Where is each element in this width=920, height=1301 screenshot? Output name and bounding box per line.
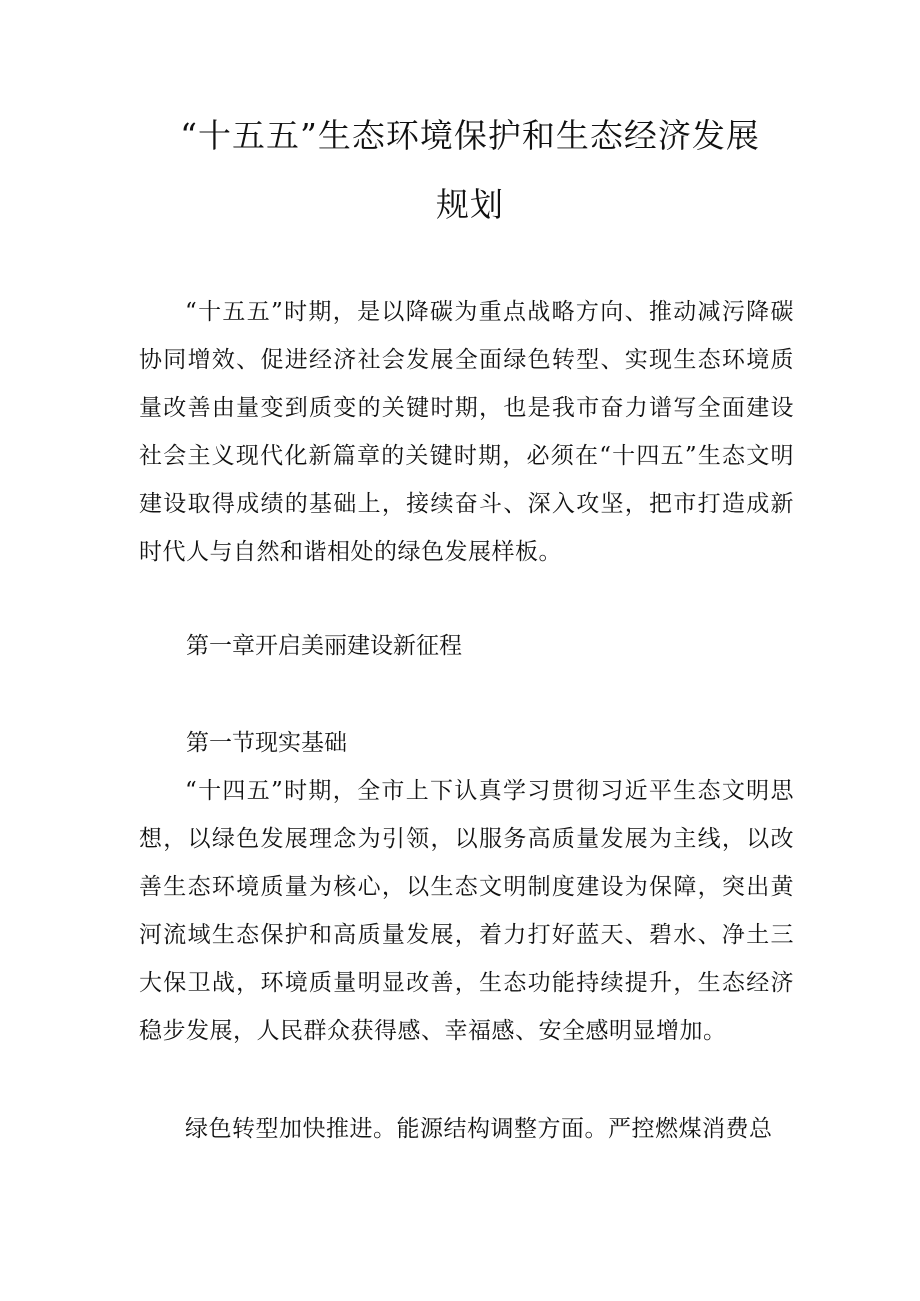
document-title-line-1: “十五五”生态环境保护和生态经济发展 [180, 116, 760, 155]
section-heading: 第一节现实基础 [186, 730, 347, 756]
last-paragraph: 绿色转型加快推进。能源结构调整方面。严控燃煤消费总 [185, 1116, 773, 1142]
section-paragraph: “十四五”时期，全市上下认真学习贯彻习近平生态文明思想，以绿色发展理念为引领，以服务高质量发展为主线，以改善生态环境质量为核心，以生态文明制度建设为保障，突出黄河流域生态保护和高质量发展，着力打好蓝天、碧水、净土三大保卫战，环境质量明显改善，生态功能持续提升，生态经济稳步发展，人民群众获得感、幸福感、安全感明显增加。 [139, 778, 794, 1044]
document-title-line-2: 规划 [436, 185, 504, 224]
intro-paragraph: “十五五”时期，是以降碳为重点战略方向、推动减污降碳协同增效、促进经济社会发展全面绿色转型、实现生态环境质量改善由量变到质变的关键时期，也是我市奋力谱写全面建设社会主义现代化新篇章的关键时期，必须在“十四五”生态文明建设取得成绩的基础上，接续奋斗、深入攻坚，把市打造成新时代人与自然和谐相处的绿色发展样板。 [139, 299, 794, 565]
chapter-heading: 第一章开启美丽建设新征程 [186, 633, 462, 659]
